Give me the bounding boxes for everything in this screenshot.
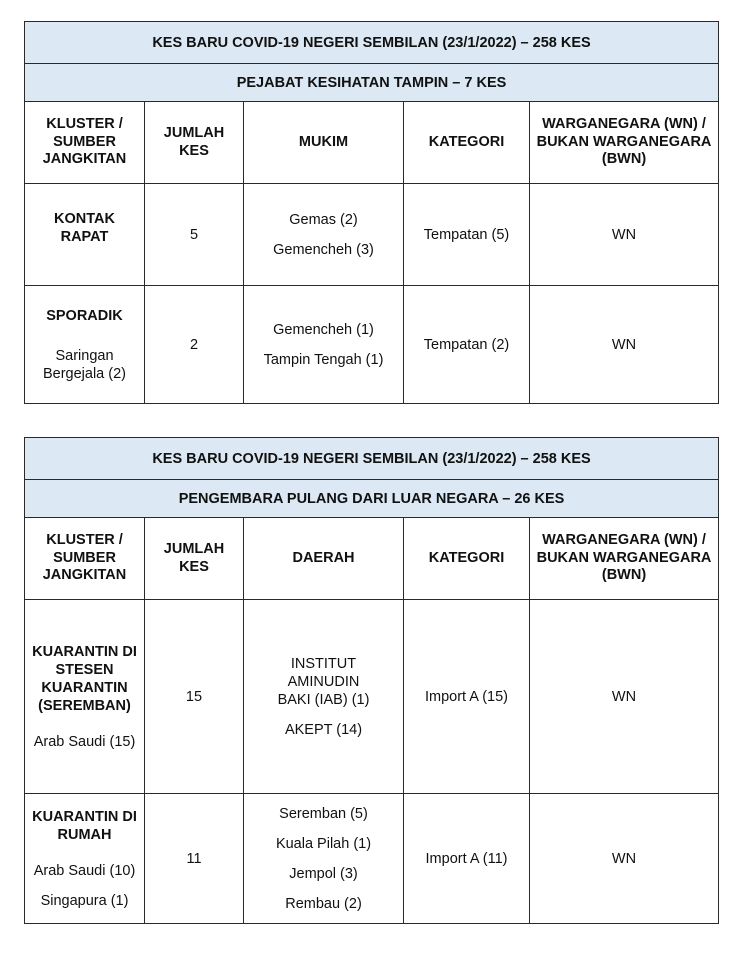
table-row (25, 286, 719, 404)
header-kategori: KATEGORI (404, 518, 530, 600)
kluster-cell (25, 600, 145, 794)
kluster-name: KUARANTIN DI STESEN KUARANTIN (SEREMBAN) (32, 643, 137, 714)
mukim-item: Tampin Tengah (1) (263, 351, 384, 368)
header-kluster: KLUSTER / SUMBER JANGKITAN (25, 518, 145, 600)
table-pengembara (24, 437, 719, 924)
kluster-detail: Arab Saudi (15) (33, 733, 136, 750)
jumlah-cell: 11 (145, 794, 244, 924)
kategori-cell: Import A (15) (404, 600, 530, 794)
mukim-item: Gemencheh (1) (273, 321, 374, 338)
table-tampin (24, 21, 719, 404)
warga-cell: WN (530, 600, 719, 794)
header-kluster: KLUSTER / SUMBER JANGKITAN (25, 102, 145, 184)
daerah-cell (244, 600, 404, 794)
header-daerah: DAERAH (244, 518, 404, 600)
kategori-cell: Tempatan (2) (404, 286, 530, 404)
kluster-name: SPORADIK (46, 307, 123, 324)
daerah-cell (244, 794, 404, 924)
kategori-cell: Import A (11) (404, 794, 530, 924)
jumlah-cell: 2 (145, 286, 244, 404)
header-warganegara: WARGANEGARA (WN) / BUKAN WARGANEGARA (BWN) (530, 102, 719, 184)
kluster-detail: Singapura (1) (40, 892, 129, 909)
table-row (25, 600, 719, 794)
warga-cell: WN (530, 184, 719, 286)
table-subtitle: PENGEMBARA PULANG DARI LUAR NEGARA – 26 KES (25, 480, 719, 518)
kluster-name: KUARANTIN DI RUMAH (32, 808, 137, 843)
daerah-item: Rembau (2) (285, 895, 362, 912)
kluster-cell (25, 286, 145, 404)
daerah-item: Jempol (3) (289, 865, 358, 882)
kluster-name: KONTAK RAPAT (54, 210, 115, 245)
kluster-detail: Arab Saudi (10) (33, 862, 136, 879)
header-jumlah: JUMLAH KES (145, 518, 244, 600)
table-subtitle: PEJABAT KESIHATAN TAMPIN – 7 KES (25, 64, 719, 102)
table-title: KES BARU COVID-19 NEGERI SEMBILAN (23/1/2022) – 258 KES (25, 438, 719, 480)
kluster-cell (25, 794, 145, 924)
daerah-item: Kuala Pilah (1) (275, 835, 372, 852)
warga-cell: WN (530, 794, 719, 924)
kluster-cell (25, 184, 145, 286)
mukim-cell (244, 286, 404, 404)
header-kategori: KATEGORI (404, 102, 530, 184)
daerah-item: INSTITUT AMINUDIN BAKI (IAB) (1) (277, 655, 370, 708)
kluster-detail: Saringan Bergejala (2) (42, 347, 126, 382)
daerah-item: AKEPT (14) (284, 721, 363, 738)
jumlah-cell: 5 (145, 184, 244, 286)
mukim-item: Gemas (2) (289, 211, 358, 228)
daerah-item: Seremban (5) (279, 805, 368, 822)
header-jumlah: JUMLAH KES (145, 102, 244, 184)
table-row (25, 794, 719, 924)
warga-cell: WN (530, 286, 719, 404)
mukim-cell (244, 184, 404, 286)
table-row (25, 184, 719, 286)
header-mukim: MUKIM (244, 102, 404, 184)
mukim-item: Gemencheh (3) (273, 241, 374, 258)
jumlah-cell: 15 (145, 600, 244, 794)
table-title: KES BARU COVID-19 NEGERI SEMBILAN (23/1/2022) – 258 KES (25, 22, 719, 64)
header-warganegara: WARGANEGARA (WN) / BUKAN WARGANEGARA (BWN) (530, 518, 719, 600)
kategori-cell: Tempatan (5) (404, 184, 530, 286)
